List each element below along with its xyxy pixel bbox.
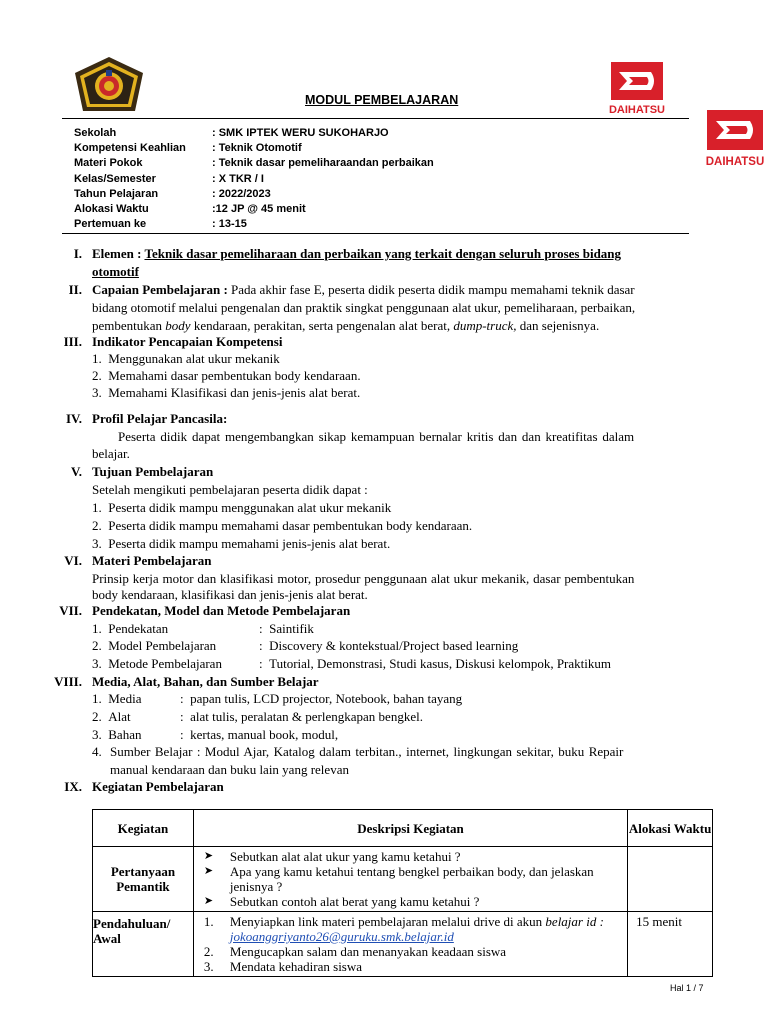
list-item: 1. Pendekatan [92,621,169,636]
section-label: Indikator Pencapaian Kompetensi [92,334,283,349]
table-header: Deskripsi Kegiatan [193,810,627,847]
header-rule-top [62,118,689,119]
list-text: Menggunakan alat ukur mekanik [108,351,280,366]
section-number: VI. [64,553,82,568]
tujuan-intro: Setelah mengikuti pembelajaran peserta didik dapat : [92,482,368,497]
section-label: Tujuan Pembelajaran [92,464,214,479]
list-item: 3. Peserta didik mampu memahami jenis-jenis alat berat. [92,536,391,551]
section-elemen [92,245,697,281]
list-item: 2. Peserta didik mampu memahami dasar pembentukan body kendaraan. [92,518,473,533]
school-logo [73,55,145,113]
list-item: 1. Menggunakan alat ukur mekanik [92,351,280,366]
list-key: Bahan [108,727,142,742]
list-number: 2. [203,944,214,959]
module-title: MODUL PEMBELAJARAN [305,93,459,107]
list-item: 2. Memahami dasar pembentukan body kendaraan. [92,368,361,383]
list-item: 2. Model Pembelajaran [92,638,217,653]
info-row-meeting [74,217,594,232]
list-number: 1. [203,914,214,929]
activity-name: Pertanyaan Pemantik [93,847,194,912]
list-text: alat tulis, peralatan & perlengkapan bengkel. [190,709,423,724]
list-text: Discovery & kontekstual/Project based learning [269,638,519,653]
info-value: : 13-15 [212,218,247,231]
section-number: VII. [59,603,82,618]
section-label: Kegiatan Pembelajaran [92,779,224,794]
capaian-text-2: bidang otomotif melalui pengenalan dan praktik singkat penggunaan alat ukur, pemeliharaan, perbaikan, [92,300,636,315]
list-item [204,914,623,944]
arrow-bullet-icon: ➤ [203,865,214,877]
list-text-italic: : [596,914,604,929]
arrow-bullet-icon: ➤ [203,850,214,862]
daihatsu-brand-label: DAIHATSU [608,104,665,116]
list-text: Memahami Klasifikasi dan jenis-jenis alat berat. [108,385,361,400]
info-value: : SMK IPTEK WERU SUKOHARJO [212,127,389,139]
list-text: Mendata kehadiran siswa [229,959,363,974]
table-header: Alokasi Waktu [628,810,713,847]
section-number: IX. [64,779,82,794]
list-value: : papan tulis, LCD projector, Notebook, bahan tayang [180,691,463,706]
section-label: Profil Pelajar Pancasila: [92,411,228,426]
list-key: Model Pembelajaran [108,638,217,653]
list-item [204,894,623,909]
list-item: 1. Media [92,691,142,706]
list-text: Sebutkan alat alat ukur yang kamu ketahui ? [229,849,461,864]
capaian-fragment-italic: body [165,318,191,333]
section-label: Materi Pembelajaran [92,553,212,568]
info-row-class [74,172,594,187]
list-item [204,959,623,974]
daihatsu-logo-side [701,108,768,168]
header-rule-bottom [62,233,689,234]
info-label: Pertemuan ke [74,218,147,231]
materi-text-2: body kendaraan, klasifikasi dan jenis-jenis alat berat. [92,587,368,602]
section-number: III. [63,334,82,349]
list-key: Pendekatan [108,621,169,636]
list-value: : kertas, manual book, modul, [180,727,339,742]
list-item [204,944,623,959]
activity-table [92,809,713,977]
sumber-text: Sumber Belajar : Modul Ajar, Katalog dalam terbitan., internet, lingkungan sekitar, buku Repair [110,744,624,759]
section-number: I. [73,246,82,261]
list-item: 2. Alat [92,709,131,724]
table-row [93,912,713,977]
list-text: papan tulis, LCD projector, Notebook, bahan tayang [190,691,463,706]
profil-text-2: belajar. [92,446,130,461]
info-row-school [74,126,594,141]
list-key: Media [108,691,142,706]
list-text: Menyiapkan link materi pembelajaran melalui drive di akun [229,914,546,929]
info-label: Kompetensi Keahlian [74,142,186,155]
list-item: 4. [92,744,102,759]
activity-time: 15 menit [628,912,713,977]
info-label: Materi Pokok [74,157,143,170]
activity-description [193,847,627,912]
info-row-time [74,202,594,217]
info-label: Tahun Pelajaran [74,187,159,200]
section-number: V. [71,464,82,479]
table-header-row [93,810,713,847]
section-label: Pendekatan, Model dan Metode Pembelajaran [92,603,351,618]
materi-text: Prinsip kerja motor dan klasifikasi motor, prosedur penggunaan alat ukur mekanik, dasar pembentukan [92,571,635,586]
section-label: Elemen : [92,246,142,261]
list-value: : Tutorial, Demonstrasi, Studi kasus, Diskusi kelompok, Praktikum [259,656,611,671]
section-number: IV. [65,411,82,426]
list-text: Sebutkan contoh alat berat yang kamu ketahui ? [229,894,480,909]
info-label: Kelas/Semester [74,172,156,185]
arrow-bullet-icon: ➤ [203,895,214,907]
profil-text: Peserta didik dapat mengembangkan sikap kemampuan bernalar kritis dan dan kreatifitas dalam [118,429,635,444]
list-item: 1. Peserta didik mampu menggunakan alat ukur mekanik [92,500,392,515]
section-number: VIII. [54,674,82,689]
info-row-subject [74,156,594,171]
list-text: Memahami dasar pembentukan body kendaraan. [108,368,361,383]
email-link[interactable]: jokoanggriyanto26@guruku.smk.belajar.id [229,929,454,944]
capaian-fragment-italic: dump-truck, [453,318,517,333]
list-value: : alat tulis, peralatan & perlengkapan bengkel. [180,709,423,724]
activity-name: Pendahuluan/ Awal [93,912,194,977]
list-item [204,864,623,894]
list-text: Peserta didik mampu menggunakan alat ukur mekanik [108,500,392,515]
list-text: Saintifik [269,621,314,636]
list-text: Mengucapkan salam dan menanyakan keadaan siswa [229,944,507,959]
activity-description [193,912,627,977]
daihatsu-logo [605,60,669,116]
info-value: :12 JP @ 45 menit [212,202,306,215]
list-text: Peserta didik mampu memahami dasar pembentukan body kendaraan. [108,518,473,533]
list-item: 3. Memahami Klasifikasi dan jenis-jenis alat berat. [92,385,361,400]
table-header: Kegiatan [93,810,194,847]
list-text: Tutorial, Demonstrasi, Studi kasus, Diskusi kelompok, Praktikum [269,656,611,671]
activity-time [628,847,713,912]
list-text: Apa yang kamu ketahui tentang bengkel perbaikan body, dan jelaskan jenisnya ? [229,864,594,894]
list-item: 3. Metode Pembelajaran [92,656,222,671]
page-number: Hal 1 / 7 [670,983,704,993]
capaian-text: Pada akhir fase E, peserta didik peserta didik mampu memahami teknik dasar [231,282,635,297]
list-text: Peserta didik mampu memahami jenis-jenis alat berat. [108,536,391,551]
list-text-italic: belajar id [545,914,597,929]
sumber-text-2: manual kendaraan dan buku lain yang relevan [110,762,349,777]
capaian-fragment: dan sejenisnya. [516,318,600,333]
capaian-fragment: pembentukan [92,318,166,333]
daihatsu-brand-label-side: DAIHATSU [705,156,765,168]
info-value: : Teknik Otomotif [212,142,302,155]
list-item [204,849,623,864]
list-value: : Discovery & kontekstual/Project based learning [259,638,519,653]
list-key: Metode Pembelajaran [108,656,222,671]
elemen-text: Teknik dasar pemeliharaan dan perbaikan yang terkait dengan seluruh proses bidang [144,246,622,261]
info-label: Sekolah [74,127,117,139]
section-number: II. [68,282,82,297]
capaian-fragment: kendaraan, perakitan, serta pengenalan alat berat, [190,318,454,333]
identity-info [74,126,594,232]
info-label: Alokasi Waktu [74,202,149,215]
info-row-year [74,187,594,202]
list-number: 3. [203,959,214,974]
section-label: Media, Alat, Bahan, dan Sumber Belajar [92,674,319,689]
section-label: Capaian Pembelajaran : [92,282,228,297]
elemen-text-cont: otomotif [92,264,139,279]
list-key: Alat [108,709,131,724]
info-value: : X TKR / I [212,172,264,185]
info-row-competency [74,141,594,156]
list-item: 3. Bahan [92,727,142,742]
info-value: : 2022/2023 [212,187,271,200]
list-value: : Saintifik [259,621,314,636]
list-text: kertas, manual book, modul, [190,727,339,742]
section-capaian [92,281,697,299]
table-row [93,847,713,912]
info-value: : Teknik dasar pemeliharaandan perbaikan [212,157,434,170]
